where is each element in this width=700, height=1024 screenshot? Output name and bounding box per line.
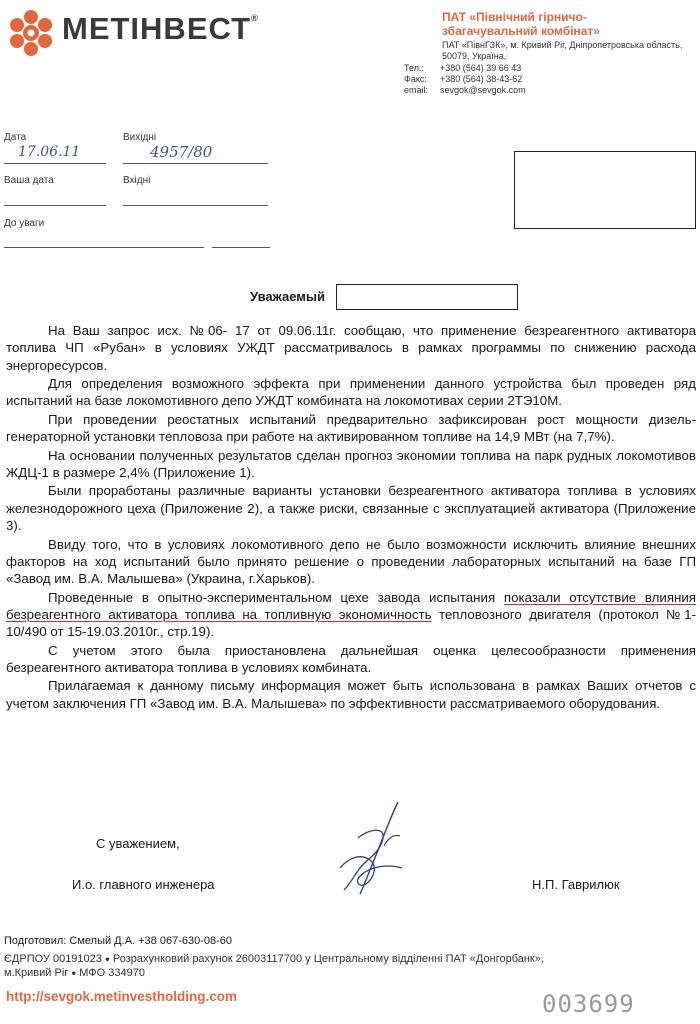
paragraph: Прилагаемая к данному письму информация может быть использована в рамках Ваших отчетов с учетом заключения ГП «Завод им. В.А. Малышева» по эффективности рассматриваемого оборудования. [6, 678, 696, 711]
footer-bank-details: ЄДРПОУ 00191023 ● Розрахунковий рахунок 26003117700 у Центральному відділенні ПАТ «Донгорбанк», [4, 953, 544, 965]
company-address: ПАТ «ПівнГЗК», м. Кривий Ріг, Дніпропетровська область, 50079, Україна, [442, 40, 683, 61]
contact-row-fax [404, 74, 526, 85]
document-serial-number: 003699 [542, 990, 635, 1018]
contact-value: +380 (564) 38-43-62 [440, 74, 523, 84]
your-date-line [4, 205, 106, 206]
contact-label: email: [404, 85, 429, 95]
contact-value: +380 (564) 39 66 43 [440, 63, 522, 73]
paragraph: Для определения возможного эффекта при применении данного устройства был проведен ряд испытаний на базе локомотивного депо УЖДТ комбината на локомотивах серии 2ТЭ10М. [6, 376, 696, 409]
outgoing-label: Вихідні [123, 132, 157, 143]
contact-label: Факс: [404, 74, 427, 84]
paragraph-test-results: Проведенные в опытно-экспериментальном цехе завода испытания показали отсутствие влияния безреагентного активатора топлива на топливную экономичность тепловозного двигателя (протокол №1-10/490 от 15-19.03.2010г., стр.19). [6, 589, 696, 640]
paragraph: С учетом этого была приостановлена дальнейшая оценка целесообразности применения безреагентного активатора топлива в условиях комбината. [6, 642, 696, 675]
signer-name: Н.П. Гаврилюк [532, 877, 620, 892]
attention-line-short [212, 247, 270, 248]
recipient-redacted-box [514, 151, 696, 229]
attention-label: До уваги [4, 218, 45, 229]
attention-line [4, 247, 204, 248]
contact-row-phone [404, 63, 526, 74]
recipient-name-redacted-box [336, 284, 518, 310]
footer-city-mfo: м.Кривий Ріг ● МФО 334970 [4, 967, 145, 979]
regards-text: С уважением, [96, 836, 180, 851]
paragraph: Ввиду того, что в условиях локомотивного депо не было возможности исключить влияние внешних факторов на ход испытаний было принято решение о проведении лабораторных испытаний на базе ГП «Завод им. В.А. Малышева» (Украина, г.Харьков). [6, 536, 696, 587]
handwritten-signature-icon [330, 798, 420, 898]
date-label: Дата [4, 132, 27, 143]
incoming-line [123, 205, 268, 206]
date-value-handwritten: 17.06.11 [18, 144, 81, 160]
date-line [4, 163, 106, 164]
contact-label: Тел.: [404, 63, 424, 73]
company-name: ПАТ «Північний гірничо-збагачувальний комбінат» [442, 10, 600, 38]
underlined-conclusion: показали отсутствие влияния безреагентного активатора топлива на топливную экономичность [6, 589, 696, 622]
company-logo-text: МЕТІНВЕСТ® [62, 11, 259, 46]
signer-position: И.о. главного инженера [72, 877, 215, 892]
metinvest-logo-icon [6, 8, 56, 58]
bullet-icon: ● [104, 954, 110, 964]
your-date-label: Ваша дата [4, 175, 54, 186]
prepared-by: Подготовил: Смелый Д.А. +38 067-630-08-60 [4, 935, 233, 947]
bullet-icon: ● [71, 968, 77, 978]
letter-body [6, 322, 696, 713]
paragraph: При проведении реостатных испытаний предварительно зафиксирован рост мощности дизель-генераторной установки тепловоза при работе на активированном топливе на 14,9 МВт (на 7,7%). [6, 411, 696, 445]
paragraph: Были проработаны различные варианты установки безреагентного активатора топлива в условиях железнодорожного цеха (Приложение 2), а также риски, связанные с эксплуатацией активатора (Приложение 3). [6, 483, 696, 534]
paragraph: На основании полученных результатов сделан прогноз экономии топлива на парк рудных локомотивов ЖДЦ-1 в размере 2,4% (Приложение 1). [6, 447, 696, 480]
salutation: Уважаемый [250, 289, 326, 304]
website-link[interactable]: http://sevgok.metinvestholding.com [6, 989, 238, 1004]
outgoing-value-handwritten: 4957/80 [150, 143, 213, 161]
contact-value: sevgok@sevgok.com [440, 85, 526, 95]
contact-row-email [404, 85, 526, 96]
contact-table [404, 63, 526, 96]
incoming-label: Вхідні [123, 175, 151, 186]
outgoing-line [123, 163, 268, 164]
paragraph: На Ваш запрос исх. №06- 17 от 09.06.11г. сообщаю, что применение безреагентного активатора топлива ЧП «Рубан» в условиях УЖДТ рассматривалось в рамках программы по снижению расхода энергоресурсов. [6, 323, 696, 373]
